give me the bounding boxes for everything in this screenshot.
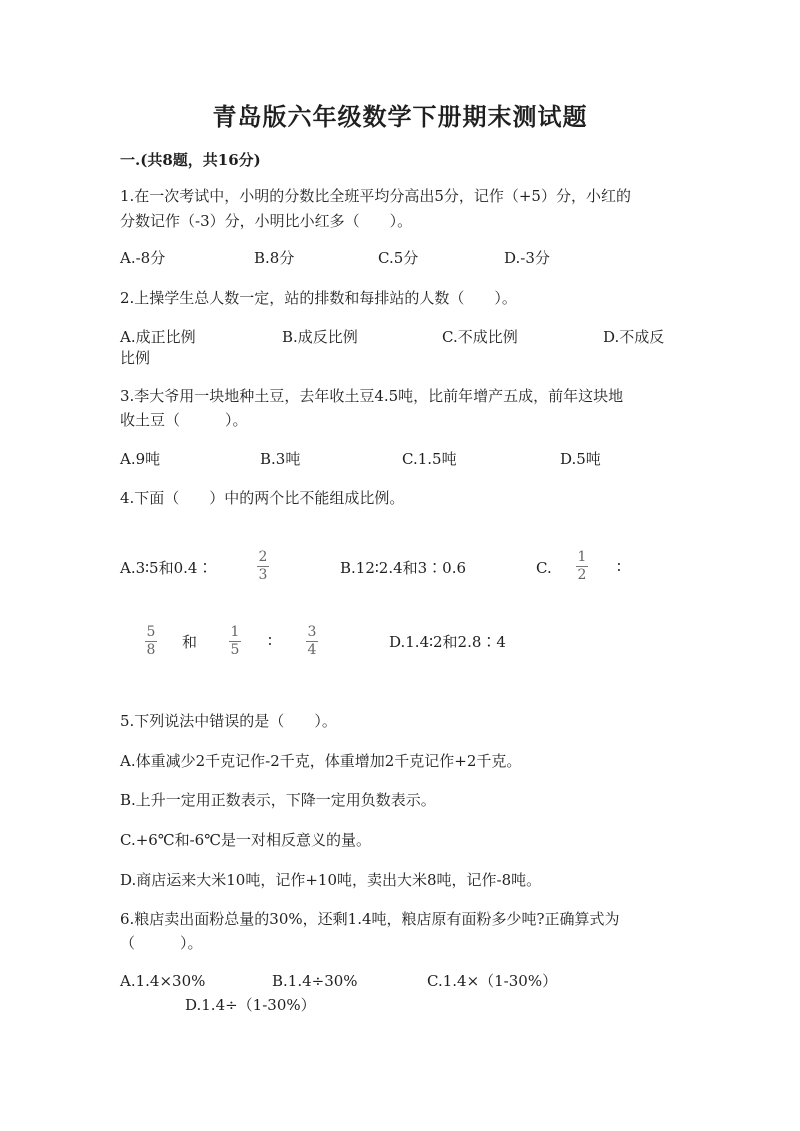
q4-fraction-c4 xyxy=(304,624,320,659)
q4-fraction-c2 xyxy=(143,624,159,659)
q2-option-d: D.不成反 xyxy=(603,328,665,346)
q6-option-d: D.1.4÷（1-30%） xyxy=(185,996,316,1014)
q1-option-b: B.8分 xyxy=(254,249,295,267)
fraction-numerator: 1 xyxy=(230,624,240,640)
q5-option-b: B.上升一定用正数表示，下降一定用负数表示。 xyxy=(120,791,436,809)
q4-fraction-c1 xyxy=(574,549,590,584)
q4-option-d: D.1.4∶2和2.8∶4 xyxy=(389,633,506,651)
q3-stem-line1: 3.李大爷用一块地种土豆，去年收土豆4.5吨，比前年增产五成，前年这块地 xyxy=(120,387,624,405)
q6-option-c: C.1.4×（1-30%） xyxy=(427,972,558,990)
q6-option-a: A.1.4×30% xyxy=(120,972,206,990)
q4-option-a: A.3∶5和0.4∶ xyxy=(120,559,213,577)
fraction-numerator: 2 xyxy=(258,549,268,565)
q6-option-b: B.1.4÷30% xyxy=(272,972,358,990)
q4-stem: 4.下面（ ）中的两个比不能组成比例。 xyxy=(120,489,405,507)
q2-option-a: A.成正比例 xyxy=(120,328,196,346)
fraction-denominator: 5 xyxy=(230,642,240,658)
q4-option-c: C. xyxy=(536,559,552,577)
q1-option-d: D.-3分 xyxy=(504,249,550,267)
q5-stem: 5.下列说法中错误的是（ ）。 xyxy=(120,712,337,730)
q2-option-c: C.不成比例 xyxy=(442,328,518,346)
fraction-denominator: 4 xyxy=(307,642,317,658)
q6-stem-line2: （ ）。 xyxy=(120,934,203,952)
fraction-denominator: 3 xyxy=(258,567,268,583)
fraction-denominator: 2 xyxy=(577,567,587,583)
q2-stem: 2.上操学生总人数一定，站的排数和每排站的人数（ ）。 xyxy=(120,289,517,307)
q5-option-c: C.+6℃和-6℃是一对相反意义的量。 xyxy=(120,831,371,849)
q2-option-b: B.成反比例 xyxy=(282,328,358,346)
q3-option-b: B.3吨 xyxy=(260,450,301,468)
q1-stem-line2: 分数记作（-3）分，小明比小红多（ ）。 xyxy=(120,212,413,230)
fraction-numerator: 1 xyxy=(577,549,587,565)
q1-option-a: A.-8分 xyxy=(120,249,166,267)
q3-option-c: C.1.5吨 xyxy=(402,450,457,468)
q4-colon-1: ∶ xyxy=(617,558,621,576)
q5-option-a: A.体重减少2千克记作-2千克，体重增加2千克记作+2千克。 xyxy=(120,752,522,770)
q3-stem-line2: 收土豆（ ）。 xyxy=(120,411,248,429)
q4-and-word: 和 xyxy=(182,633,198,651)
fraction-numerator: 3 xyxy=(307,624,317,640)
q3-option-d: D.5吨 xyxy=(560,450,601,468)
q6-stem-line1: 6.粮店卖出面粉总量的30%，还剩1.4吨，粮店原有面粉多少吨?正确算式为 xyxy=(120,910,620,928)
q4-fraction-a xyxy=(255,549,271,584)
q2-option-d-continued: 比例 xyxy=(120,349,151,367)
q5-option-d: D.商店运来大米10吨，记作+10吨，卖出大米8吨，记作-8吨。 xyxy=(120,871,542,889)
page-title: 青岛版六年级数学下册期末测试题 xyxy=(212,102,588,131)
section-heading: 一.(共8题，共16分) xyxy=(120,151,261,169)
q4-colon-2: ∶ xyxy=(268,632,272,650)
q4-fraction-c3 xyxy=(227,624,243,659)
q1-stem-line1: 1.在一次考试中，小明的分数比全班平均分高出5分，记作（+5）分，小红的 xyxy=(120,187,631,205)
q1-option-c: C.5分 xyxy=(378,249,419,267)
q4-option-b: B.12∶2.4和3∶0.6 xyxy=(340,559,467,577)
fraction-numerator: 5 xyxy=(146,624,156,640)
fraction-denominator: 8 xyxy=(146,642,156,658)
q3-option-a: A.9吨 xyxy=(120,450,161,468)
